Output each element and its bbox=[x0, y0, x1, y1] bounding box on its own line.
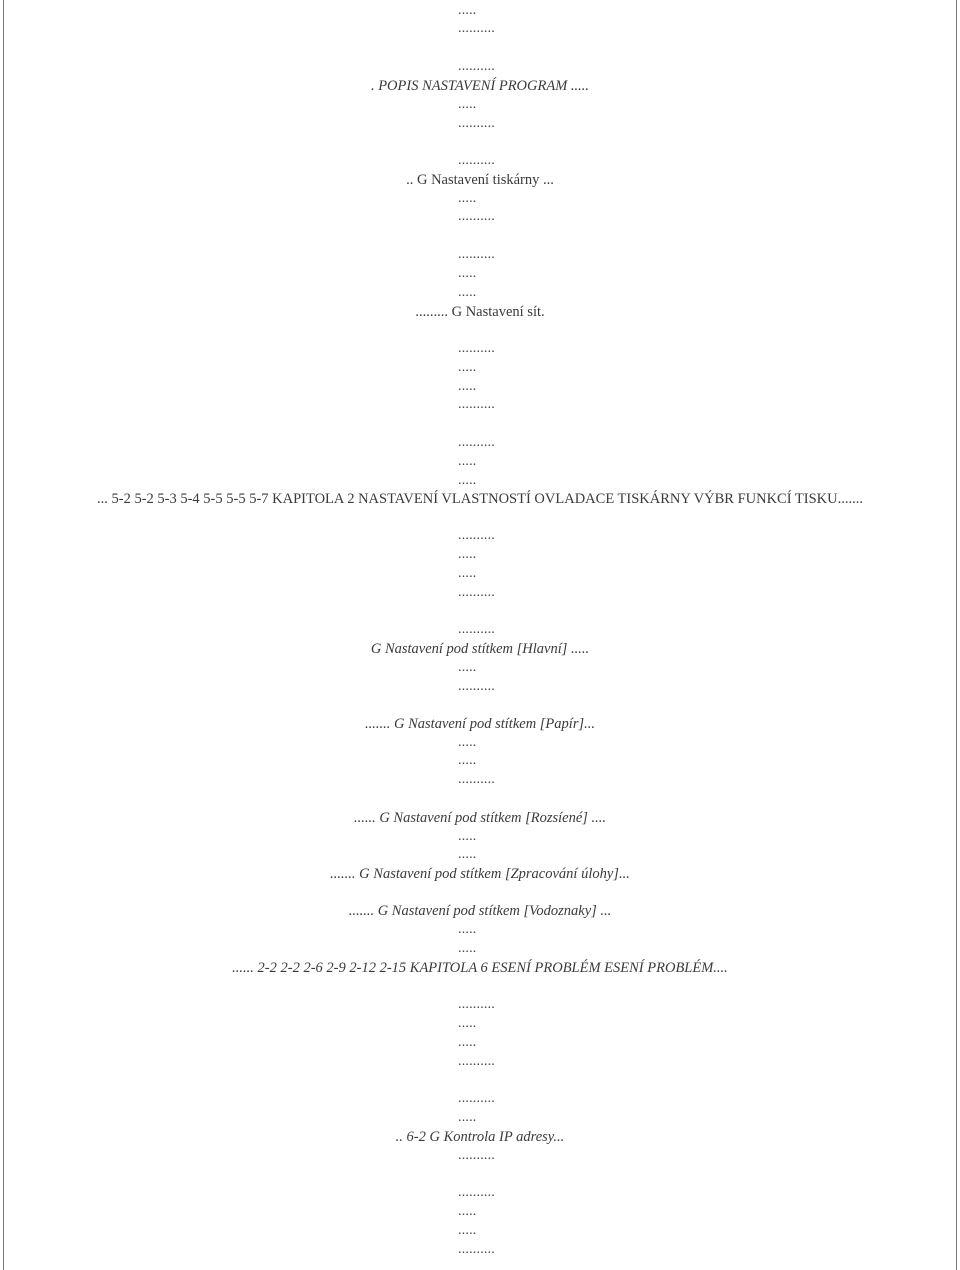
toc-entry: . POPIS NASTAVENÍ PROGRAM ..... bbox=[370, 78, 590, 94]
dot-leader-line: ..... bbox=[458, 660, 477, 675]
dot-leader-line: .......... bbox=[458, 585, 495, 600]
dot-leader-line: .......... bbox=[458, 1091, 495, 1106]
dot-leader-line: ..... bbox=[458, 829, 477, 844]
dot-leader-line: ..... bbox=[458, 285, 477, 300]
dot-leader-line: .......... bbox=[458, 679, 495, 694]
dot-leader-line: ..... bbox=[458, 735, 477, 750]
dot-leader-line: .......... bbox=[458, 1148, 495, 1163]
dot-leader-line: .......... bbox=[458, 997, 495, 1012]
dot-leader-line: ..... bbox=[458, 753, 477, 768]
dot-leader-line: ..... bbox=[458, 360, 477, 375]
toc-entry: ....... G Nastavení pod stítkem [Vodoznaky] ... bbox=[348, 903, 612, 919]
dot-leader-line: .......... bbox=[458, 153, 495, 168]
dot-leader-line: ..... bbox=[458, 473, 477, 488]
dot-leader-line: .......... bbox=[458, 21, 495, 36]
dot-leader-line: .......... bbox=[458, 1185, 495, 1200]
dot-leader-line: ..... bbox=[458, 941, 477, 956]
dot-leader-line: ..... bbox=[458, 1204, 477, 1219]
toc-entry: ...... G Nastavení pod stítkem [Rozsíené] .... bbox=[353, 810, 607, 826]
toc-entry: ... 5-2 5-2 5-3 5-4 5-5 5-5 5-7 KAPITOLA 2 NASTAVENÍ VLASTNOSTÍ OVLADACE TISKÁRNY VÝBR FUNKCÍ TISKU....... bbox=[96, 491, 863, 507]
dot-leader-line: .......... bbox=[458, 622, 495, 637]
dot-leader-line: .......... bbox=[458, 59, 495, 74]
dot-leader-line: ..... bbox=[458, 97, 477, 112]
dot-leader-line: .......... bbox=[458, 209, 495, 224]
dot-leader-line: .......... bbox=[458, 397, 495, 412]
dot-leader-line: ..... bbox=[458, 547, 477, 562]
toc-entry: ....... G Nastavení pod stítkem [Papír]... bbox=[365, 716, 595, 732]
dot-leader-line: .......... bbox=[458, 528, 495, 543]
dot-leader-line: .......... bbox=[458, 1054, 495, 1069]
dot-leader-line: ..... bbox=[458, 847, 477, 862]
dot-leader-line: .......... bbox=[458, 1242, 495, 1257]
dot-leader-line: .......... bbox=[458, 341, 495, 356]
dot-leader-line: ..... bbox=[458, 1016, 477, 1031]
toc-entry: G Nastavení pod stítkem [Hlavní] ..... bbox=[370, 641, 590, 657]
dot-leader-line: ..... bbox=[458, 1223, 477, 1238]
dot-leader-line: .......... bbox=[458, 435, 495, 450]
dot-leader-line: .......... bbox=[458, 116, 495, 131]
dot-leader-line: ..... bbox=[458, 1110, 477, 1125]
dot-leader-line: ..... bbox=[458, 191, 477, 206]
dot-leader-line: ..... bbox=[458, 1035, 477, 1050]
dot-leader-line: ..... bbox=[458, 266, 477, 281]
toc-entry: ...... 2-2 2-2 2-6 2-9 2-12 2-15 KAPITOLA 6 ESENÍ PROBLÉM ESENÍ PROBLÉM.... bbox=[232, 960, 728, 976]
dot-leader-line: ..... bbox=[458, 454, 477, 469]
dot-leader-line: .......... bbox=[458, 772, 495, 787]
dot-leader-line: ..... bbox=[458, 566, 477, 581]
toc-entry: ....... G Nastavení pod stítkem [Zpracování úlohy]... bbox=[330, 866, 630, 882]
toc-entry: .. 6-2 G Kontrola IP adresy... bbox=[395, 1129, 565, 1145]
toc-entry: .. G Nastavení tiskárny ... bbox=[406, 172, 554, 188]
toc-entry: ......... G Nastavení sít. bbox=[415, 304, 545, 320]
dot-leader-line: ..... bbox=[458, 379, 477, 394]
dot-leader-line: .......... bbox=[458, 247, 495, 262]
dot-leader-line: ..... bbox=[458, 922, 477, 937]
dot-leader-line: ..... bbox=[458, 3, 477, 18]
